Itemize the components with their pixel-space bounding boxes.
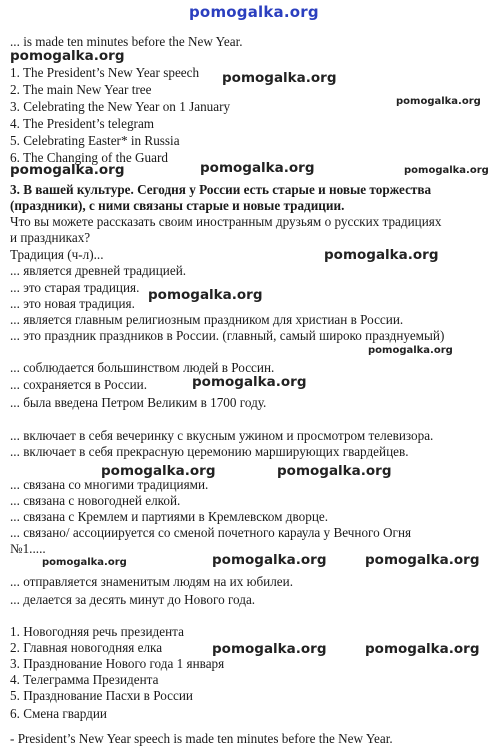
site-watermark: pomogalka.org <box>148 287 263 303</box>
site-watermark: pomogalka.org <box>277 463 392 479</box>
russian-item: 2. Главная новогодняя елка <box>10 640 163 655</box>
task-heading: (праздники), с ними связаны старые и новые традиции. <box>10 198 345 213</box>
phrase-line: ... является древней традицией. <box>10 263 187 278</box>
russian-item: 1. Новогодняя речь президента <box>10 624 184 639</box>
site-watermark: pomogalka.org <box>200 160 315 176</box>
site-watermark: pomogalka.org <box>404 165 489 176</box>
russian-item: 6. Смена гвардии <box>10 706 107 721</box>
site-watermark: pomogalka.org <box>42 557 127 568</box>
english-intro: ... is made ten minutes before the New Year. <box>10 34 243 49</box>
english-item: 2. The main New Year tree <box>10 82 152 97</box>
phrase-line: ... была введена Петром Великим в 1700 году. <box>10 395 267 410</box>
phrase-line: ... сохраняется в России. <box>10 377 148 392</box>
russian-item: 4. Телеграмма Президента <box>10 672 159 687</box>
site-watermark: pomogalka.org <box>368 345 453 356</box>
task-question: и праздниках? <box>10 230 91 245</box>
english-item: 3. Celebrating the New Year on 1 January <box>10 99 231 114</box>
site-watermark: pomogalka.org <box>10 48 125 64</box>
phrase-line: ... отправляется знаменитым людям на их юбилеи. <box>10 574 294 589</box>
site-watermark: pomogalka.org <box>212 552 327 568</box>
phrase-line: ... связана с новогодней елкой. <box>10 493 181 508</box>
phrase-line: ... это старая традиция. <box>10 280 140 295</box>
phrase-line: ... включает в себя вечеринку с вкусным ужином и просмотром телевизора. <box>10 428 434 443</box>
phrase-line: ... связано/ ассоциируется со сменой почетного караула у Вечного Огня <box>10 525 412 540</box>
site-watermark: pomogalka.org <box>212 641 327 657</box>
site-watermark: pomogalka.org <box>192 374 307 390</box>
phrase-line: ... это праздник праздников в России. (главный, самый широко празднуемый) <box>10 328 445 343</box>
phrase-line: ... делается за десять минут до Нового года. <box>10 592 256 607</box>
english-item: 4. The President’s telegram <box>10 116 155 131</box>
site-watermark-header: pomogalka.org <box>189 3 319 21</box>
phrase-line: ... связана с Кремлем и партиями в Кремлевском дворце. <box>10 509 329 524</box>
site-watermark: pomogalka.org <box>10 162 125 178</box>
russian-item: 3. Празднование Нового года 1 января <box>10 656 225 671</box>
site-watermark: pomogalka.org <box>365 552 480 568</box>
site-watermark: pomogalka.org <box>101 463 216 479</box>
site-watermark: pomogalka.org <box>396 96 481 107</box>
phrase-line: ... связана со многими традициями. <box>10 477 209 492</box>
english-item: 1. The President’s New Year speech <box>10 65 200 80</box>
phrase-line: ... соблюдается большинством людей в Россин. <box>10 360 275 375</box>
phrase-line: ... это новая традиция. <box>10 296 135 311</box>
site-watermark: pomogalka.org <box>365 641 480 657</box>
site-watermark: pomogalka.org <box>324 247 439 263</box>
english-item: 6. The Changing of the Guard <box>10 150 168 165</box>
russian-item: 5. Празднование Пасхи в России <box>10 688 193 703</box>
task-subject: Традиция (ч-л)... <box>10 247 104 262</box>
task-question: Что вы можете рассказать своим иностранным друзьям о русских традициях <box>10 214 442 229</box>
task-heading: 3. В вашей культуре. Сегодня у России есть старые и новые торжества <box>10 182 432 197</box>
phrase-line: ... включает в себя прекрасную церемонию марширующих гвардейцев. <box>10 444 409 459</box>
site-watermark: pomogalka.org <box>222 70 337 86</box>
english-item: 5. Celebrating Easter* in Russia <box>10 133 180 148</box>
answer-line: - President’s New Year speech is made ten minutes before the New Year. <box>10 731 393 746</box>
phrase-line: №1..... <box>10 541 46 556</box>
phrase-line: ... является главным религиозным праздником для христиан в России. <box>10 312 404 327</box>
